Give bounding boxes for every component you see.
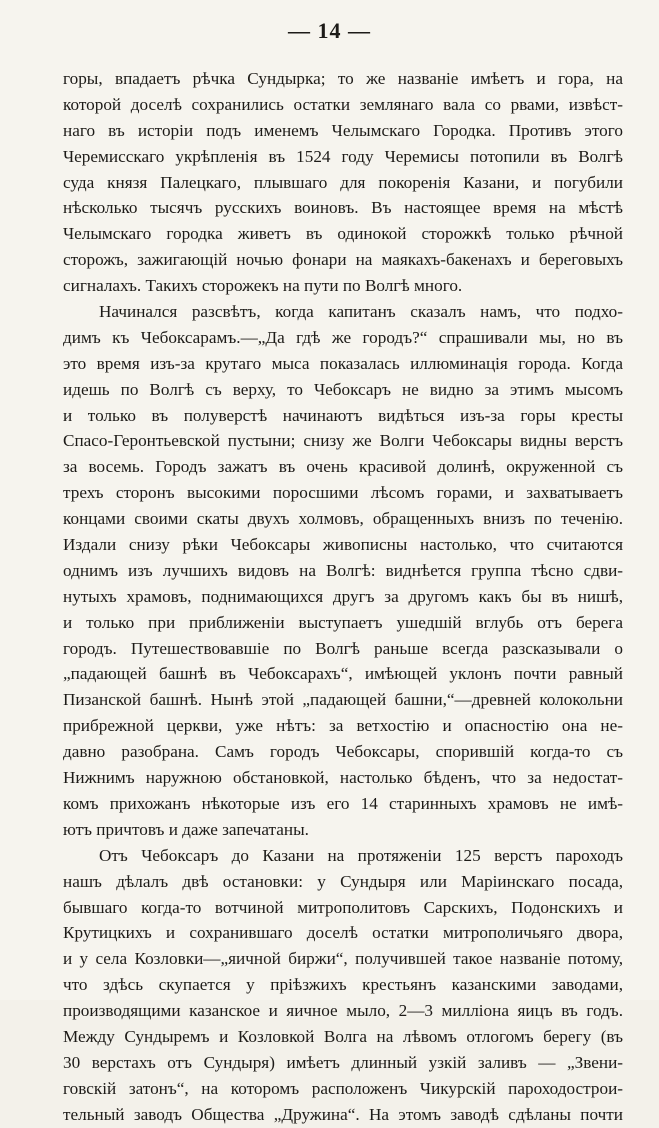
text-line: и только при приближеніи выступаетъ ушедшій вглубь отъ берега	[63, 612, 623, 632]
text-line: идешь по Волгѣ съ верху, то Чебоксаръ не видно за этимъ мысомъ	[63, 379, 623, 399]
text-line: которой доселѣ сохранились остатки землянаго вала со рвами, извѣст-	[63, 94, 623, 114]
text-line: 30 верстахъ отъ Сундыря) имѣетъ длинный узкій заливъ — „Звени-	[63, 1052, 623, 1072]
text-line: однимъ изъ лучшихъ видовъ на Волгѣ: виднѣется группа тѣсно сдви-	[63, 560, 623, 580]
text-line: и только въ полуверстѣ начинаютъ видѣться изъ-за горы кресты	[63, 405, 623, 425]
text-line: сторожъ, зажигающій ночью фонари на маякахъ-бакенахъ и береговыхъ	[63, 250, 623, 270]
text-line: Между Сундыремъ и Козловкой Волга на лѣвомъ отлогомъ берегу (въ	[63, 1026, 623, 1046]
text-line: концами своими скаты двухъ холмовъ, обращенныхъ внизъ по теченію.	[63, 509, 623, 529]
text-line: наго въ исторіи подъ именемъ Челымскаго Городка. Противъ этого	[63, 120, 623, 140]
text-line: производящими казанское и яичное мыло, 2—3 милліона яицъ въ годъ.	[63, 1001, 623, 1021]
page-number: — 14 —	[288, 18, 371, 43]
text-line: это время изъ-за крутаго мыса показалась иллюминація города. Когда	[63, 353, 623, 373]
text-line: трехъ сторонъ высокими поросшими лѣсомъ горами, и захватываетъ	[63, 483, 623, 503]
text-line: Пизанской башнѣ. Нынѣ этой „падающей башни,“—древней колокольни	[63, 690, 623, 710]
text-line: Начинался разсвѣтъ, когда капитанъ сказалъ намъ, что подхо-	[99, 302, 623, 322]
text-line: Черемисскаго укрѣпленія въ 1524 году Черемисы потопили въ Волгѣ	[63, 146, 623, 166]
text-line: Челымскаго городка живетъ въ одинокой сторожкѣ только рѣчной	[63, 224, 623, 244]
text-line: нѣсколько тысячъ русскихъ воиновъ. Въ настоящее время на мѣстѣ	[63, 198, 623, 218]
text-line: димъ къ Чебоксарамъ.—„Да гдѣ же городъ?“ спрашивали мы, но въ	[63, 327, 623, 347]
text-line: городъ. Путешествовавшіе по Волгѣ раньше всегда разсказывали о	[63, 638, 623, 658]
text-line: комъ прихожанъ нѣкоторые изъ его 14 старинныхъ храмовъ не имѣ-	[63, 793, 623, 813]
text-line: Крутицкихъ и сохранившаго доселѣ остатки митрополичьяго двора,	[63, 923, 623, 943]
text-line: Издали снизу рѣки Чебоксары живописны настолько, что считаются	[63, 535, 623, 555]
page-body	[63, 66, 623, 1128]
text-line: прибрежной церкви, уже нѣтъ: за ветхостію и опасностію она не-	[63, 716, 623, 736]
text-line: „падающей башнѣ въ Чебоксарахъ“, имѣющей уклонъ почти равный	[63, 664, 623, 684]
text-line: Спасо-Геронтьевской пустыни; снизу же Волги Чебоксары видны верстъ	[63, 431, 623, 451]
text-line: нутыхъ храмовъ, поднимающихся другъ за другомъ какъ бы въ нишѣ,	[63, 586, 623, 606]
text-line: Нижнимъ наружною обстановкой, настолько бѣденъ, что за недостат-	[63, 768, 623, 788]
text-line: сигналахъ. Такихъ сторожекъ на пути по Волгѣ много.	[63, 276, 463, 296]
text-line: тельный заводъ Общества „Дружина“. На этомъ заводѣ сдѣланы почти	[63, 1104, 623, 1124]
text-line: давно разобрана. Самъ городъ Чебоксары, спорившій когда-то съ	[63, 742, 623, 762]
text-line: за восемь. Городъ зажатъ въ очень красивой долинѣ, окруженной съ	[63, 457, 623, 477]
text-line: бывшаго когда-то вотчиной митрополитовъ Сарскихъ, Подонскихъ и	[63, 897, 623, 917]
text-line: суда князя Палецкаго, плывшаго для покоренія Казани, и погубили	[63, 172, 623, 192]
text-line: нашъ дѣлалъ двѣ остановки: у Сундыря или Маріинскаго посада,	[63, 871, 623, 891]
text-line: ютъ причтовъ и даже запечатаны.	[63, 819, 309, 839]
text-line: Отъ Чебоксаръ до Казани на протяженіи 125 верстъ пароходъ	[99, 845, 623, 865]
text-line: что здѣсь скупается у пріѣзжихъ крестьянъ казанскими заводами,	[63, 975, 623, 995]
text-line: и у села Козловки—„яичной биржи“, получившей такое названіе потому,	[63, 949, 623, 969]
text-line: говскій затонъ“, на которомъ расположенъ Чикурскій пароходострои-	[63, 1078, 623, 1098]
text-line: горы, впадаетъ рѣчка Сундырка; то же названіе имѣетъ и гора, на	[63, 69, 623, 88]
